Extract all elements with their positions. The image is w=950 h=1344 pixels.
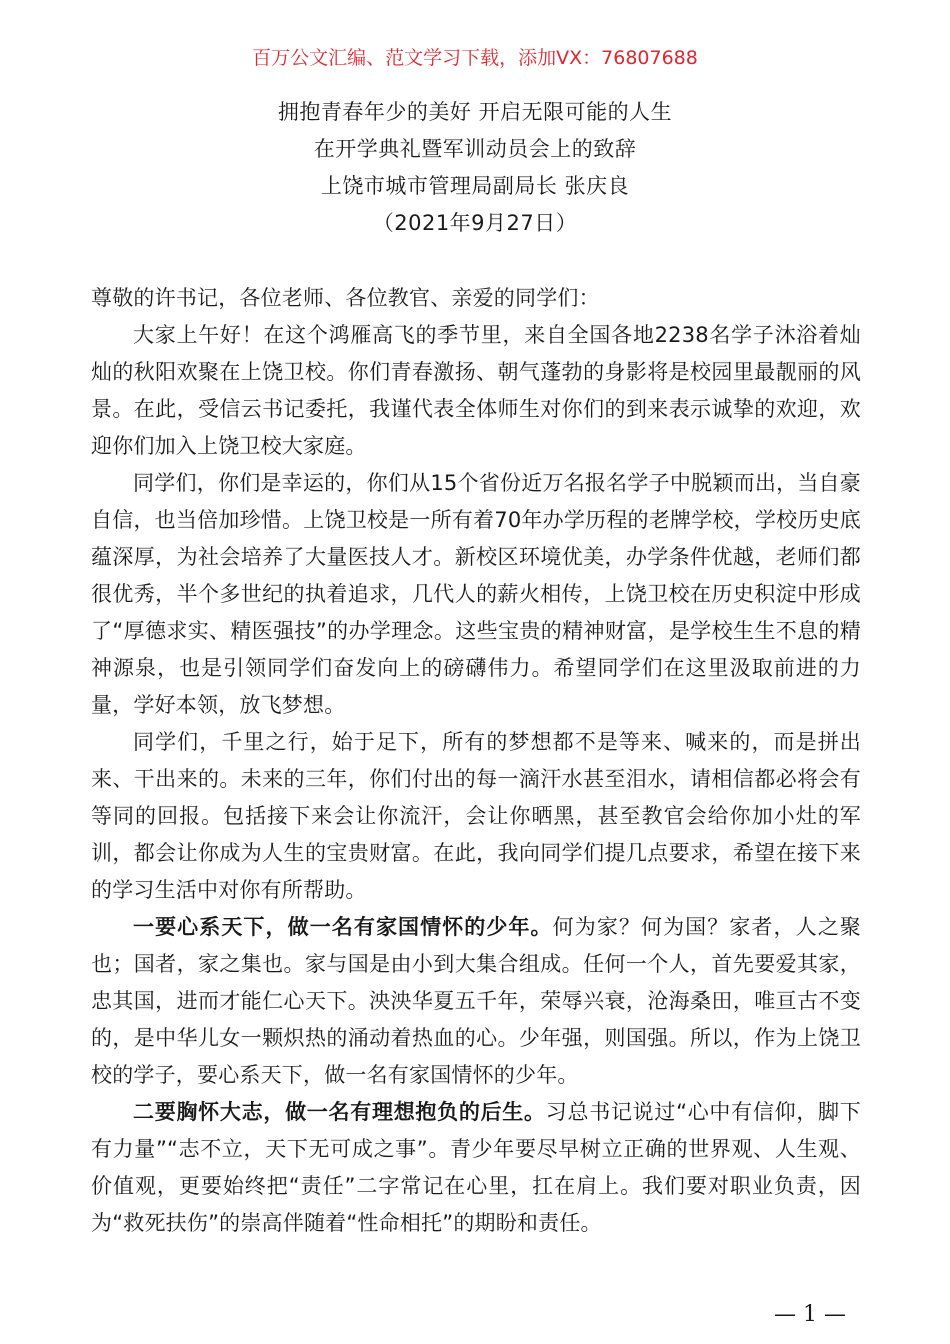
speech-body [91, 280, 861, 1242]
paragraph-5-text: 习总书记说过“心中有信仰，脚下有力量”“志不立，天下无可成之事”。青少年要尽早树立正确的世界观、人生观、价值观，更要始终把“责任”二字常记在心里，扛在肩上。我们要对职业负责，因为“救死扶伤”的崇高伴随着“性命相托”的期盼和责任。 [91, 1100, 861, 1235]
page-number: — 1 — [774, 1302, 846, 1327]
header-note: 百万公文汇编、范文学习下载，添加VX：76807688 [252, 47, 698, 69]
title-author: 上饶市城市管理局副局长 张庆良 [320, 174, 630, 198]
salutation: 尊敬的许书记，各位老师、各位教官、亲爱的同学们： [91, 286, 600, 310]
paragraph-4 [91, 909, 861, 1094]
title-main: 拥抱青春年少的美好 开启无限可能的人生 [277, 100, 673, 124]
title-block [0, 94, 950, 242]
paragraph-4-lead: 一要心系天下，做一名有家国情怀的少年。 [133, 915, 553, 939]
paragraph-5-lead: 二要胸怀大志，做一名有理想抱负的后生。 [133, 1100, 546, 1124]
paragraph-5 [91, 1094, 861, 1242]
paragraph-3: 同学们，千里之行，始于足下，所有的梦想都不是等来、喊来的，而是拼出来、干出来的。未来的三年，你们付出的每一滴汗水甚至泪水，请相信都必将会有等同的回报。包括接下来会让你流汗，会让你晒黑，甚至教官会给你加小灶的军训，都会让你成为人生的宝贵财富。在此，我向同学们提几点要求，希望在接下来的学习生活中对你有所帮助。 [91, 730, 861, 902]
title-subtitle: 在开学典礼暨军训动员会上的致辞 [313, 137, 637, 161]
paragraph-1: 大家上午好！在这个鸿雁高飞的季节里，来自全国各地2238名学子沐浴着灿灿的秋阳欢聚在上饶卫校。你们青春激扬、朝气蓬勃的身影将是校园里最靓丽的风景。在此，受信云书记委托，我谨代表全体师生对你们的到来表示诚挚的欢迎，欢迎你们加入上饶卫校大家庭。 [91, 323, 861, 458]
paragraph-2: 同学们，你们是幸运的，你们从15个省份近万名报名学子中脱颖而出，当自豪自信，也当倍加珍惜。上饶卫校是一所有着70年办学历程的老牌学校，学校历史底蕴深厚，为社会培养了大量医技人才。新校区环境优美，办学条件优越，老师们都很优秀，半个多世纪的执着追求，几代人的薪火相传，上饶卫校在历史积淀中形成了“厚德求实、精医强技”的办学理念。这些宝贵的精神财富，是学校生生不息的精神源泉，也是引领同学们奋发向上的磅礴伟力。希望同学们在这里汲取前进的力量，学好本领，放飞梦想。 [91, 471, 861, 717]
title-date: （2021年9月27日） [372, 211, 578, 235]
paragraph-4-text: 何为家？何为国？家者，人之聚也；国者，家之集也。家与国是由小到大集合组成。任何一个人，首先要爱其家，忠其国，进而才能仁心天下。泱泱华夏五千年，荣辱兴衰，沧海桑田，唯亘古不变的，是中华儿女一颗炽热的涌动着热血的心。少年强，则国强。所以，作为上饶卫校的学子，要心系天下，做一名有家国情怀的少年。 [91, 915, 861, 1087]
